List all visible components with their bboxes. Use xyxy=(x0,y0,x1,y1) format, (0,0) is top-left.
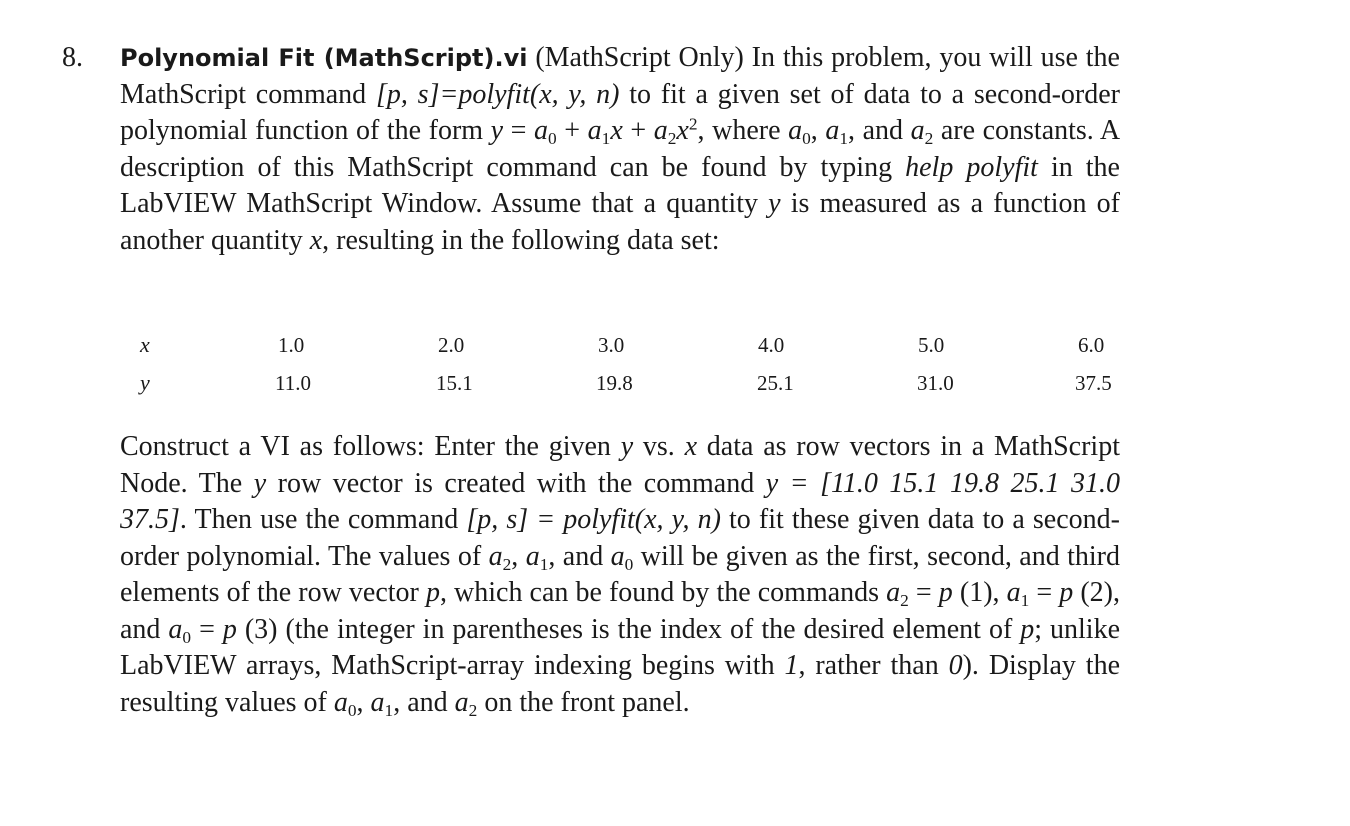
y-value: 37.5 xyxy=(1075,371,1112,395)
y-value: 25.1 xyxy=(757,371,794,395)
polyfit-command: [p, s] = polyfit(x, y, n) xyxy=(466,504,721,535)
y-value: 31.0 xyxy=(917,371,954,395)
x-value: 6.0 xyxy=(1078,333,1105,357)
problem-title: Polynomial Fit (MathScript).vi xyxy=(120,44,528,72)
y-vector-command: y = [11.0 15.1 19.8 25.1 31.0 37.5] xyxy=(120,467,1120,535)
x-value: 4.0 xyxy=(758,333,785,357)
x-row-label: x xyxy=(140,332,150,357)
data-table xyxy=(120,328,1120,400)
polyfit-command: [p, s]=polyfit(x, y, n) xyxy=(375,78,620,110)
x-value: 5.0 xyxy=(918,333,945,357)
y-value: 15.1 xyxy=(436,371,473,395)
equation-y: y xyxy=(490,115,504,146)
x-value: 1.0 xyxy=(278,333,305,357)
problem-number: 8. xyxy=(62,42,83,73)
y-row-label: y xyxy=(140,370,150,395)
x-value: 2.0 xyxy=(438,333,465,357)
instructions-paragraph: Construct a VI as follows: Enter the given y vs. x data as row vectors in a MathScript Node. The y row vector is created with the command y = [11.0 15.1 19.8 25.1 31.0 37.5]. Then use the command [p, s] = polyfit(x, y, n) to fit these given data to a second-order polynomial. The values of $a_2$, $a_1$, and $a_0$ will be given as the first, second, and third elements of the row vector p, which can be found by the commands $a_2 = p$ (1), $a_1 = p$ (2), and $a_0 = p$ (3) (the integer in parentheses is the index of the desired element of p; unlike LabVIEW arrays, MathScript-array indexing begins with 1, rather than 0). Display the resulting values of $a_0$, $a_1$, and $a_2$ on the front panel. xyxy=(120,431,1121,720)
problem-statement: Polynomial Fit (MathScript).vi (MathScript Only) In this problem, you will use the MathScript command [p, s]=polyfit(x, y, n) to fit a given set of data to a second-order polynomial function of the form $y = a_0 + a_1x + a_2x^2$, where $a_0$, $a_1$, and $a_2$ are constants. A description of this MathScript command can be found by typing help polyfit in the LabVIEW MathScript Window. Assume that a quantity y is measured as a function of another quantity x, resulting in the following data set: xyxy=(120,42,1121,256)
help-polyfit-command: help polyfit xyxy=(905,151,1038,183)
y-value: 19.8 xyxy=(596,371,633,395)
x-value: 3.0 xyxy=(598,333,625,357)
y-value: 11.0 xyxy=(275,371,311,395)
